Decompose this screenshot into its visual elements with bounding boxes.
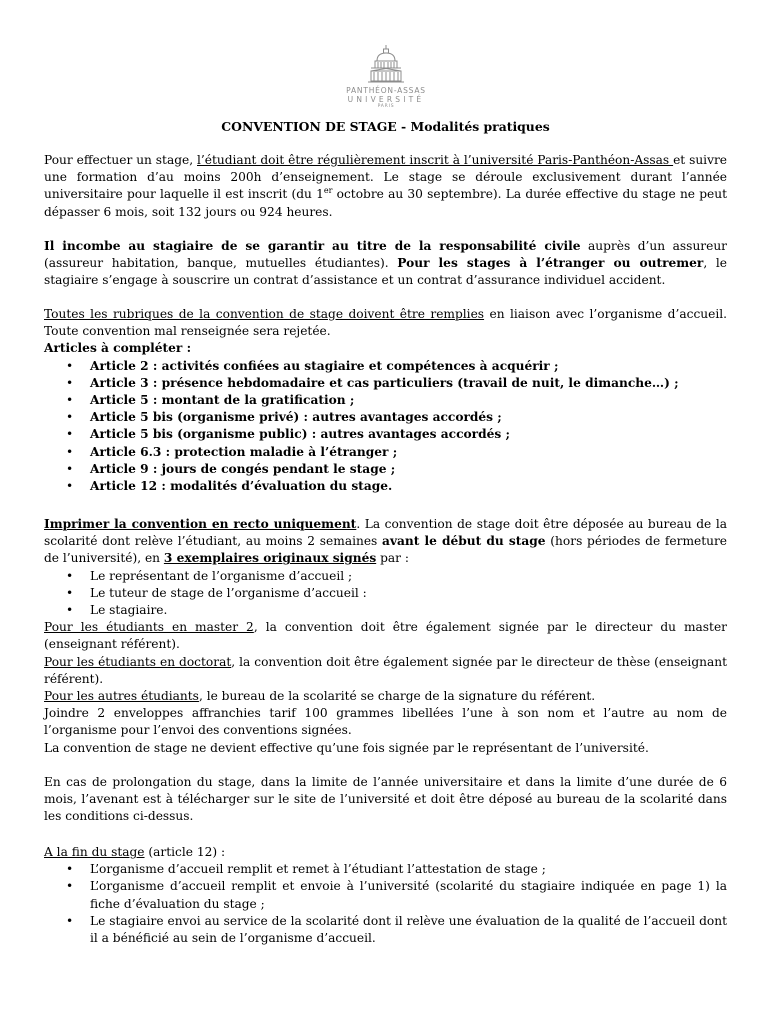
logo-line-3: PARIS [377, 104, 395, 109]
list-item: • Article 5 : montant de la gratification ; [44, 392, 727, 409]
paragraph-prolongation: En cas de prolongation du stage, dans la limite de l’année universitaire et dans la limite d’une durée de 6 mois, l’avenant est à télécharger sur le site de l’université et doit être déposé au bureau de la scolarité dans les conditions ci-dessus. [44, 775, 727, 824]
list-item: • Article 6.3 : protection maladie à l’étranger ; [44, 444, 727, 461]
section-impression [44, 516, 727, 757]
list-item: • L’organisme d’accueil remplit et envoie à l’université (scolarité du stagiaire indiquée en page 1) la fiche d’évaluation du stage ; [44, 878, 727, 912]
list-item: • Le représentant de l’organisme d’accueil ; [44, 568, 727, 585]
list-item: • Le tuteur de stage de l’organisme d’accueil : [44, 585, 727, 602]
paragraph-responsabilite: Il incombe au stagiaire de se garantir au titre de la responsabilité civile auprès d’un assureur (assureur habitation, banque, mutuelles étudiantes). Pour les stages à l’étranger ou outremer, le stagiaire s’engage à souscrire un contrat d’assistance et un contrat d’assurance individuel accident. [44, 239, 728, 288]
articles-heading: Articles à compléter : [44, 341, 192, 356]
list-item: • Le stagiaire envoi au service de la scolarité dont il relève une évaluation de la qualité de l’accueil dont il a bénéficié au sein de l’organisme d’accueil. [44, 913, 727, 947]
pantheon-dome-icon [363, 44, 409, 84]
paragraph-rubriques: Toutes les rubriques de la convention de stage doivent être remplies en liaison avec l’organisme d’accueil. Toute convention mal renseignée sera rejetée. [44, 307, 728, 339]
list-item: • Article 9 : jours de congés pendant le stage ; [44, 461, 727, 478]
list-item: • Article 5 bis (organisme privé) : autres avantages accordés ; [44, 409, 727, 426]
paragraph-effective: La convention de stage ne devient effective qu’une fois signée par le représentant de l’université. [44, 740, 649, 755]
page-title: CONVENTION DE STAGE - Modalités pratiques [221, 119, 550, 134]
paragraph-enveloppes: Joindre 2 enveloppes affranchies tarif 100 grammes libellées l’une à son nom et l’autre au nom de l’organisme pour l’envoi des conventions signées. [44, 706, 727, 738]
paragraph-doctorat: Pour les étudiants en doctorat, la convention doit être également signée par le directeur de thèse (enseignant référent). [44, 654, 727, 686]
fin-stage-list [44, 861, 727, 947]
paragraph-fin-stage: A la fin du stage (article 12) : [44, 845, 226, 859]
logo-line-1: PANTHÉON-ASSAS [346, 86, 426, 95]
logo-line-2: UNIVERSITÉ [347, 95, 425, 104]
paragraph-autres: Pour les autres étudiants, le bureau de la scolarité se charge de la signature du référent. [44, 689, 596, 704]
list-item: • Le stagiaire. [44, 602, 727, 619]
paragraph-impression: Imprimer la convention en recto uniquement. La convention de stage doit être déposée au bureau de la scolarité dont relève l’étudiant, au moins 2 semaines avant le début du stage (hors périodes de fermeture de l’université), en 3 exemplaires originaux signés par : [44, 517, 727, 566]
signataires-list [44, 568, 727, 620]
paragraph-inscription: Pour effectuer un stage, l’étudiant doit être régulièrement inscrit à l’université Paris-Panthéon-Assas et suivre une formation d’au moins 200h d’enseignement. Le stage se déroule exclusivement durant l’année universitaire pour laquelle il est inscrit (du 1er octobre au 30 septembre). La durée effective du stage ne peut dépasser 6 mois, soit 132 jours ou 924 heures. [44, 153, 728, 219]
list-item: • L’organisme d’accueil remplit et remet à l’étudiant l’attestation de stage ; [44, 861, 727, 878]
list-item: • Article 12 : modalités d’évaluation du stage. [44, 478, 727, 495]
list-item: • Article 2 : activités confiées au stagiaire et compétences à acquérir ; [44, 358, 727, 375]
section-fin-stage [44, 844, 727, 947]
articles-list [44, 358, 727, 496]
list-item: • Article 3 : présence hebdomadaire et cas particuliers (travail de nuit, le dimanche…) ; [44, 375, 727, 392]
list-item: • Article 5 bis (organisme public) : autres avantages accordés ; [44, 426, 727, 443]
paragraph-master: Pour les étudiants en master 2, la convention doit être également signée par le directeur du master (enseignant référent). [44, 620, 727, 652]
section-rubriques [44, 306, 727, 495]
university-logo [326, 44, 446, 110]
